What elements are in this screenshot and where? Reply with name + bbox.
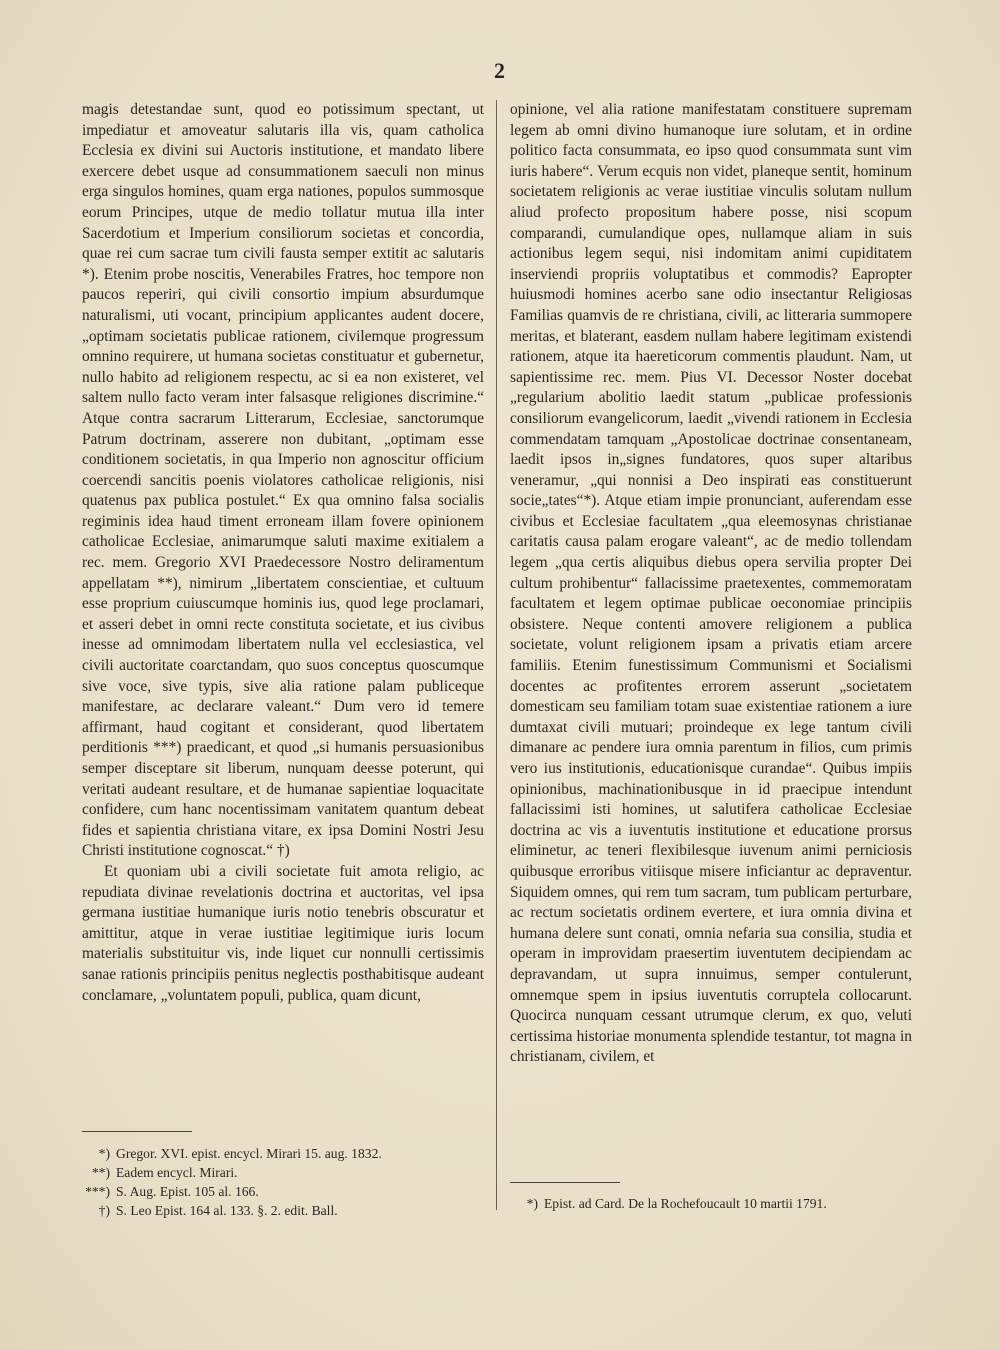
right-column — [510, 100, 912, 1068]
footnote-mark: *) — [98, 1146, 110, 1161]
footnote-rule — [82, 1131, 192, 1132]
footnote — [82, 1163, 484, 1182]
footnote-text: S. Aug. Epist. 105 al. 166. — [116, 1184, 259, 1199]
footnote-mark: **) — [91, 1165, 110, 1180]
left-column — [82, 100, 484, 1006]
footnotes-left — [82, 1144, 484, 1220]
paragraph: opinione, vel alia ratione manifestatam constituere supremam legem ab omni divino humanoque iure solutam, et in ordine politico facta consummata, eo ipso quod consummata sunt vim iuris habere“. Verum ecquis non videt, planeque sentit, hominum societatem religionis ac verae iustitiae vinculis solutam nullum aliud profecto propositum habere posse, nisi scopum comparandi, cumulandique opes, nullamque aliam in suis actionibus legem sequi, nisi indomitam animi cupiditatem inserviendi propriis voluptatibus et commodis? Eapropter huiusmodi homines acerbo sane odio insectantur Religiosas Familias quamvis de re christiana, civili, ac litteraria summopere meritas, et blaterant, easdem nullam habere legitimam existendi rationem, atque ita haereticorum commentis plaudunt. Nam, ut sapientissime rec. mem. Pius VI. Decessor Noster docebat „regularium abolitio laedit statum „publicae professionis consiliorum evangelicorum, laedit „vivendi rationem in Ecclesia commendatam tamquam „Apostolicae doctrinae consentaneam, laedit ipsos in„signes fundatores, quos super altaribus veneramur, „qui nonnisi a Deo inspirati eas constituerunt socie„tates“*). Atque etiam impie pronunciant, auferendam esse civibus et Ecclesiae facultatem „qua eleemosynas christianae caritatis causa palam erogare valeant“, ac de medio tollendam legem „qua certis aliquibus diebus opera servilia propter Dei cultum prohibentur“ fallacissime praetexentes, commemoratam facultatem et legem optimae publicae oeconomiae principiis obsistere. Neque contenti amovere religionem a publica societate, volunt religionem ipsam a privatis etiam arcere familiis. Etenim funestissimum Communismi et Socialismi docentes ac profitentes errorem asserunt „societatem domesticam seu familiam totam suae existentiae rationem a iure dumtaxat civili mutuari; proindeque ex lege tantum civili dimanare ac pendere iura omnia parentum in filios, cum primis vero ius institutionis, educationisque curandae“. Quibus impiis opinionibus, machinationibusque in id praecipue intendunt fallacissimi isti homines, ut salutifera catholicae Ecclesiae doctrina ac vis a iuventutis institutione et educatione prorsus eliminetur, ac teneri flexibilesque iuvenum animi perniciosis quibusque erroribus vitiisque misere inficiantur ac depraventur. Siquidem omnes, qui rem tum sacram, tum publicam perturbare, ac rectum societatis ordinem evertere, et iura omnia divina et humana delere sunt conati, omnia nefaria sua consilia, studia et operam in improvidam praesertim iuventutem decipiendam ac depravandam, ut supra innuimus, semper contulerunt, omnemque spem in ipsius iuventutis corruptela collocarunt. Quocirca nunquam cessant utrumque clerum, ex quo, veluti certissima historiae monumenta splendide testantur, tot magna in christianam, civilem, et — [510, 101, 912, 1066]
left-column-text — [82, 100, 484, 1006]
right-column-text — [510, 100, 912, 1068]
footnote — [82, 1144, 484, 1163]
column-divider — [496, 100, 497, 1210]
footnotes-right — [510, 1194, 912, 1213]
footnote-text: Epist. ad Card. De la Rochefoucault 10 martii 1791. — [544, 1196, 827, 1211]
footnote-text: S. Leo Epist. 164 al. 133. §. 2. edit. Ball. — [116, 1203, 338, 1218]
footnote-text: Gregor. XVI. epist. encycl. Mirari 15. aug. 1832. — [116, 1146, 382, 1161]
footnote-mark: ***) — [85, 1184, 110, 1199]
footnote-mark: †) — [98, 1203, 110, 1218]
footnote-mark: *) — [526, 1196, 538, 1211]
paragraph: magis detestandae sunt, quod eo potissimum spectant, ut impediatur et amoveatur salutaris illa vis, quam catholica Ecclesia ex divini sui Auctoris institutione, et mandato libere exercere debet usque ad consummationem saeculi non minus erga singulos homines, quam erga nationes, populos summosque eorum Principes, utque de medio tollatur mutua illa inter Sacerdotium et Imperium consiliorum societas et concordia, quae rei cum sacrae tum civili fausta semper extitit ac salutaris *). Etenim probe noscitis, Venerabiles Fratres, hoc tempore non paucos reperiri, qui civili consortio impium absurdumque naturalismi, uti vocant, principium applicantes audent docere, „optimam societatis publicae rationem, civilemque progressum omnino requirere, ut humana societas constituatur et gubernetur, nullo habito ad religionem respectu, ac si ea non existeret, vel saltem nullo facto veram inter falsasque religiones discrimine.“ Atque contra sacrarum Litterarum, Ecclesiae, sanctorumque Patrum doctrinam, asserere non dubitant, „optimam esse conditionem societatis, in qua Imperio non agnoscitur officium coercendi sancitis poenis violatores catholicae religionis, nisi quatenus pax publica postulet.“ Ex qua omnino falsa socialis regiminis idea haud timent erroneam illam fovere opinionem catholicae Ecclesiae, animarumque saluti maxime exitialem a rec. mem. Gregorio XVI Praedecessore Nostro deliramentum appellatam **), nimirum „libertatem conscientiae, et cultuum esse proprium cuiuscumque hominis ius, quod lege proclamari, et asseri debet in omni recte constituta societate, et ius civibus inesse ad omnimodam libertatem nulla vel ecclesiastica, vel civili auctoritate coarctandam, quo suos conceptus quoscumque sive voce, sive typis, sive alia ratione palam publiceque manifestare, ac declarare valeant.“ Dum vero id temere affirmant, haud cogitant et considerant, quod libertatem perditionis ***) praedicant, et quod „si humanis persuasionibus semper disceptare sit liberum, nunquam deesse poterunt, qui veritati audeant resultare, et de humanae sapientiae loquacitate confidere, cum hanc nocentissimam vanitatem quantum debeat fides et sapientia christiana vitare, ex ipsa Domini Nostri Jesu Christi institutione cognoscat.“ †) — [82, 101, 484, 860]
page-number: 2 — [494, 58, 506, 83]
footnote — [82, 1201, 484, 1220]
footnote-rule — [510, 1182, 620, 1183]
footnote — [82, 1182, 484, 1201]
footnote-text: Eadem encycl. Mirari. — [116, 1165, 238, 1180]
paragraph: Et quoniam ubi a civili societate fuit amota religio, ac repudiata divinae revelationis doctrina et auctoritas, vel ipsa germana iustitiae humanique iuris notio tenebris obscuratur et amittitur, atque in verae iustitiae legitimique iuris locum materialis substituitur vis, inde liquet cur nonnulli certissimis sanae rationis principiis penitus neglectis posthabitisque audeant conclamare, „voluntatem populi, publica, quam dicunt, — [82, 862, 484, 1004]
footnote — [510, 1194, 912, 1213]
